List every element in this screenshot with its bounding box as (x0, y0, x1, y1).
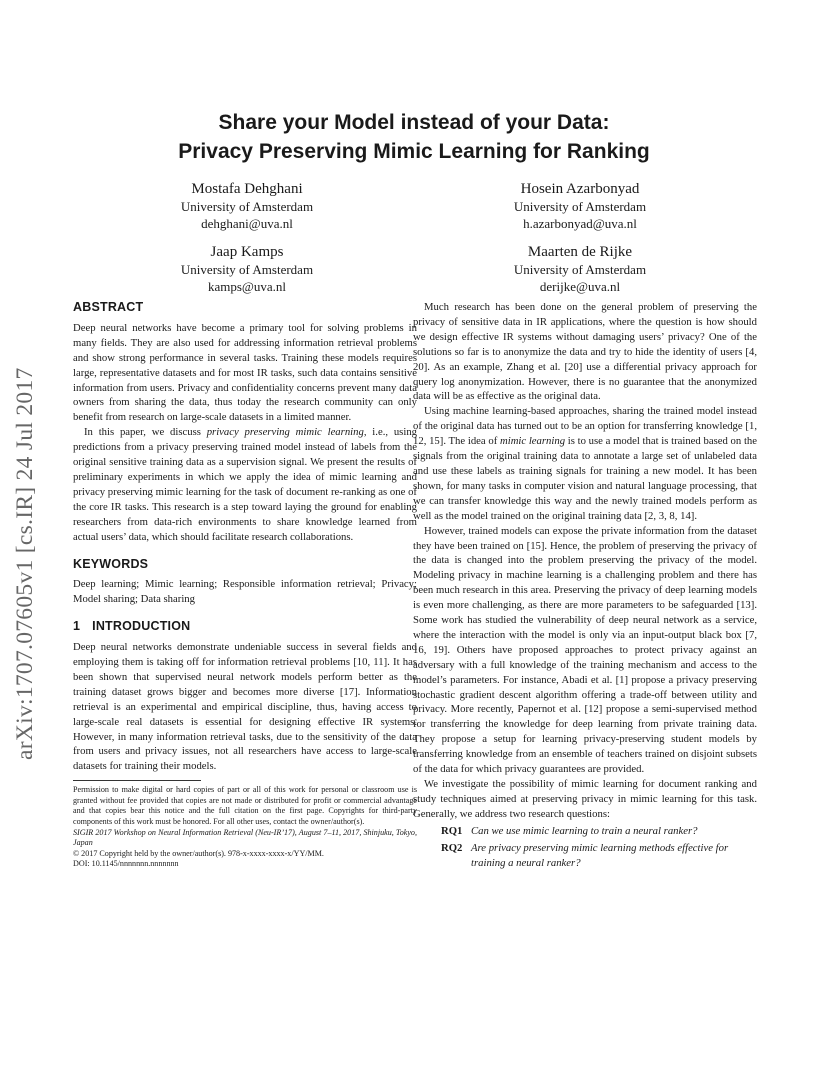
venue-note (73, 828, 417, 849)
author-affiliation: University of Amsterdam (180, 199, 314, 214)
author-block-2 (460, 179, 700, 232)
footnote-rule (73, 780, 201, 781)
section-title: INTRODUCTION (92, 619, 191, 634)
rq-text: Can we use mimic learning to train a neural ranker? (471, 824, 698, 837)
right-column (413, 300, 757, 870)
body-text: is to use a model that is trained based on the signals from the original training data to annotate a large set of unlabeled data and use these labels as training signals for training a new model. It has been shown, for many tasks in computer vision and natural language processing, that we can transfer knowledge this way and the newly trained models perform as well as the model trained on the original training data [2, 3, 8, 14]. (413, 435, 757, 522)
author-block-1 (127, 179, 367, 232)
doi-note: DOI: 10.1145/nnnnnnn.nnnnnnn (73, 859, 179, 869)
keywords-text: Deep learning; Mimic learning; Responsible information retrieval; Privacy; Model sharing; Data sharing (73, 578, 417, 606)
abstract-emphasis: privacy preserving mimic learning (206, 426, 364, 439)
abstract-text: , i.e., using predictions from a privacy preserving trained model instead of labels from the original sensitive training data as a supervision signal. We present the results of preliminary experiments in which we apply the idea of mimic learning and privacy preserving mimic learning for the task of document re-ranking as one of the core IR tasks. This research is a step toward laying the ground for enabling researchers from data-rich environments to share knowledge learned from actual users’ data, which should facilitate research collaborations. (73, 426, 418, 543)
author-affiliation: University of Amsterdam (513, 262, 647, 277)
rq-label: RQ1 (441, 824, 463, 837)
abstract-text: In this paper, we discuss (84, 426, 207, 439)
body-text: Using machine learning-based approaches, sharing the trained model instead of the original data has turned out to be an option for transferring knowledge [1, 12, 15]. The idea of (413, 405, 757, 448)
body-paragraph-1: Much research has been done on the general problem of preserving the privacy of sensitive data in IR applications, where the question is how should we design effective IR systems without damaging users’ privacy? One of the solutions so far is to anonymize the data and try to hide the identity of users [4, 20]. As an example, Zhang et al. [20] use a differential privacy approach for query log anonymization. However, there is no guarantee that the anonymized data will be as effective as the original data. (413, 301, 757, 403)
abstract-heading: ABSTRACT (73, 300, 144, 314)
author-name: Jaap Kamps (210, 244, 284, 260)
abstract-paragraph-1: Deep neural networks have become a primary tool for solving problems in many fields. They are also used for addressing information retrieval problems and show strong performance in several tasks. Training these models requires large, representative datasets and for most IR tasks, such data contains sensitive information from users. Privacy and confidentiality concerns prevent many data owners from sharing the data, thus today the research community can only benefit from research on large-scale datasets in a limited manner. (73, 321, 417, 424)
title-line-2: Privacy Preserving Mimic Learning for Ranking (178, 140, 650, 163)
author-name: Mostafa Dehghani (191, 181, 303, 197)
section-number: 1 (73, 619, 81, 634)
abstract-paragraph-2 (73, 425, 417, 544)
author-block-3 (127, 242, 367, 295)
body-emphasis: mimic learning (500, 435, 566, 448)
author-name: Maarten de Rijke (527, 244, 633, 260)
author-email: h.azarbonyad@uva.nl (523, 215, 637, 231)
author-affiliation: University of Amsterdam (513, 199, 647, 214)
keywords-heading: KEYWORDS (73, 556, 149, 571)
paper-title (0, 108, 828, 166)
research-question-1 (413, 824, 757, 839)
rq-text: Are privacy preserving mimic learning methods effective for training a neural ranker? (471, 841, 729, 869)
rq-label: RQ2 (441, 841, 463, 854)
arxiv-identifier: arXiv:1707.07605v1 [cs.IR] 24 Jul 2017 (12, 367, 38, 760)
author-email: dehghani@uva.nl (201, 215, 293, 231)
body-paragraph-4: We investigate the possibility of mimic learning for document ranking and study techniques aimed at preserving privacy in mimic learning for this task. Generally, we address two research questions: (413, 778, 757, 820)
introduction-heading (73, 619, 417, 634)
permission-note: Permission to make digital or hard copies of part or all of this work for personal or classroom use is granted without fee provided that copies are not made or distributed for profit or commercial advantage and that copies bear this notice and the full citation on the first page. Copyrights for third-party components of this work must be honored. For all other uses, contact the owner/author(s). (73, 785, 417, 827)
author-affiliation: University of Amsterdam (180, 262, 314, 277)
venue-text: SIGIR 2017 Workshop on Neural Information Retrieval (Neu-IR’17), August 7–11, 2017, Shinjuku, Tokyo, Japan (73, 827, 417, 848)
title-line-1: Share your Model instead of your Data: (218, 111, 610, 134)
author-email: derijke@uva.nl (539, 278, 621, 294)
research-question-2 (413, 841, 757, 871)
body-paragraph-3: However, trained models can expose the private information from the dataset they have been trained on [15]. Hence, the problem of preserving the privacy of the data is changed into the problem preserving the privacy of the model. Modeling privacy in machine learning is a challenging problem and there has been much research in this area. Preserving the privacy of deep learning models is even more challenging, as there are more parameters to be safeguarded [13]. Some work has studied the vulnerability of deep neural network as a service, where the interaction with the model is only via an input-output black box [7, 16, 19]. Others have proposed approaches to protect privacy against an adversary with a full knowledge of the training mechanism and access to the model’s parameters. For instance, Abadi et al. [1] propose a privacy preserving stochastic gradient descent algorithm offering a trade-off between utility and privacy. More recently, Papernot et al. [12] propose a semi-supervised method for transferring the knowledge for deep learning from private training data. They propose a setup for learning privacy-preserving student models by transferring knowledge from an ensemble of teachers trained on disjoint subsets of the data for which privacy guarantees are provided. (413, 524, 757, 776)
body-paragraph-2 (413, 404, 757, 523)
introduction-paragraph-1: Deep neural networks demonstrate undeniable success in several fields and employing them is taking off for information retrieval problems [10, 11]. It has been shown that supervised neural network models perform better as the training dataset grows bigger and becomes more diverse [17]. Information retrieval is an experimental and empirical discipline, thus, having access to large-scale real datasets is essential for designing effective IR systems. However, in many information retrieval tasks, due to the sensitivity of the data from users and privacy issues, not all researchers have access to large-scale datasets for training their models. (73, 641, 417, 773)
author-name: Hosein Azarbonyad (520, 181, 640, 197)
author-block-4 (460, 242, 700, 295)
copyright-note: © 2017 Copyright held by the owner/author(s). 978-x-xxxx-xxxx-x/YY/MM. (73, 848, 324, 858)
author-email: kamps@uva.nl (207, 278, 287, 294)
left-column (73, 300, 417, 870)
